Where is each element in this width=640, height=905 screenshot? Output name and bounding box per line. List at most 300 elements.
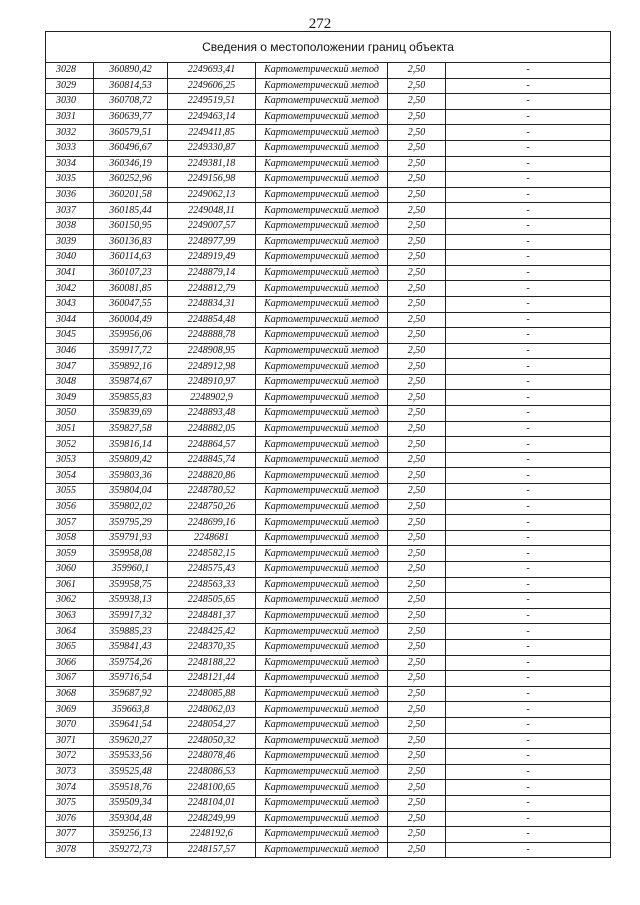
accuracy-cell: 2,50 [388, 546, 446, 562]
point-number-cell: 3032 [46, 125, 94, 141]
coord-y-cell: 2248812,79 [168, 281, 256, 297]
description-cell: - [446, 562, 611, 578]
coord-x-cell: 359304,48 [94, 811, 168, 827]
point-number-cell: 3070 [46, 717, 94, 733]
coord-x-cell: 359525,48 [94, 764, 168, 780]
point-number-cell: 3031 [46, 109, 94, 125]
point-number-cell: 3066 [46, 655, 94, 671]
method-cell: Картометрический метод [256, 811, 388, 827]
point-number-cell: 3046 [46, 343, 94, 359]
table-row [46, 94, 611, 110]
method-cell: Картометрический метод [256, 484, 388, 500]
description-cell: - [446, 172, 611, 188]
coord-y-cell: 2249048,11 [168, 203, 256, 219]
coord-y-cell: 2248681 [168, 530, 256, 546]
point-number-cell: 3042 [46, 281, 94, 297]
accuracy-cell: 2,50 [388, 593, 446, 609]
accuracy-cell: 2,50 [388, 187, 446, 203]
method-cell: Картометрический метод [256, 109, 388, 125]
table-row [46, 499, 611, 515]
table-row [46, 250, 611, 266]
method-cell: Картометрический метод [256, 281, 388, 297]
coord-y-cell: 2248575,43 [168, 562, 256, 578]
point-number-cell: 3047 [46, 359, 94, 375]
accuracy-cell: 2,50 [388, 795, 446, 811]
method-cell: Картометрический метод [256, 733, 388, 749]
method-cell: Картометрический метод [256, 577, 388, 593]
method-cell: Картометрический метод [256, 686, 388, 702]
accuracy-cell: 2,50 [388, 63, 446, 79]
accuracy-cell: 2,50 [388, 94, 446, 110]
method-cell: Картометрический метод [256, 515, 388, 531]
method-cell: Картометрический метод [256, 655, 388, 671]
coord-x-cell: 359917,32 [94, 608, 168, 624]
coord-x-cell: 359956,06 [94, 328, 168, 344]
description-cell: - [446, 234, 611, 250]
coord-y-cell: 2248902,9 [168, 390, 256, 406]
method-cell: Картометрический метод [256, 437, 388, 453]
coord-x-cell: 360114,63 [94, 250, 168, 266]
coord-y-cell: 2248912,98 [168, 359, 256, 375]
table-row [46, 842, 611, 858]
description-cell: - [446, 764, 611, 780]
accuracy-cell: 2,50 [388, 733, 446, 749]
coord-y-cell: 2248563,33 [168, 577, 256, 593]
point-number-cell: 3063 [46, 608, 94, 624]
point-number-cell: 3044 [46, 312, 94, 328]
point-number-cell: 3052 [46, 437, 94, 453]
point-number-cell: 3033 [46, 140, 94, 156]
accuracy-cell: 2,50 [388, 702, 446, 718]
accuracy-cell: 2,50 [388, 250, 446, 266]
table-row [46, 717, 611, 733]
accuracy-cell: 2,50 [388, 608, 446, 624]
point-number-cell: 3073 [46, 764, 94, 780]
coord-y-cell: 2248086,53 [168, 764, 256, 780]
point-number-cell: 3028 [46, 63, 94, 79]
table-row [46, 655, 611, 671]
method-cell: Картометрический метод [256, 702, 388, 718]
coord-y-cell: 2248893,48 [168, 406, 256, 422]
table-row [46, 406, 611, 422]
accuracy-cell: 2,50 [388, 780, 446, 796]
point-number-cell: 3043 [46, 296, 94, 312]
table-row [46, 374, 611, 390]
coord-x-cell: 360346,19 [94, 156, 168, 172]
accuracy-cell: 2,50 [388, 437, 446, 453]
method-cell: Картометрический метод [256, 63, 388, 79]
coord-y-cell: 2248054,27 [168, 717, 256, 733]
coord-y-cell: 2248050,32 [168, 733, 256, 749]
coord-x-cell: 359841,43 [94, 639, 168, 655]
table-row [46, 515, 611, 531]
coord-x-cell: 359272,73 [94, 842, 168, 858]
description-cell: - [446, 593, 611, 609]
point-number-cell: 3056 [46, 499, 94, 515]
description-cell: - [446, 359, 611, 375]
coord-x-cell: 359892,16 [94, 359, 168, 375]
coord-x-cell: 359827,58 [94, 421, 168, 437]
description-cell: - [446, 655, 611, 671]
table-row [46, 218, 611, 234]
method-cell: Картометрический метод [256, 374, 388, 390]
coord-y-cell: 2248888,78 [168, 328, 256, 344]
table-row [46, 187, 611, 203]
accuracy-cell: 2,50 [388, 406, 446, 422]
table-row [46, 109, 611, 125]
accuracy-cell: 2,50 [388, 203, 446, 219]
description-cell: - [446, 702, 611, 718]
coord-x-cell: 359518,76 [94, 780, 168, 796]
coord-x-cell: 360185,44 [94, 203, 168, 219]
table-row [46, 827, 611, 843]
boundary-coordinates-table [45, 31, 611, 858]
method-cell: Картометрический метод [256, 203, 388, 219]
point-number-cell: 3059 [46, 546, 94, 562]
coord-x-cell: 360136,83 [94, 234, 168, 250]
coord-x-cell: 359620,27 [94, 733, 168, 749]
page-number: 272 [308, 16, 332, 32]
coord-y-cell: 2249007,57 [168, 218, 256, 234]
accuracy-cell: 2,50 [388, 390, 446, 406]
method-cell: Картометрический метод [256, 312, 388, 328]
coord-y-cell: 2248864,57 [168, 437, 256, 453]
accuracy-cell: 2,50 [388, 78, 446, 94]
coord-x-cell: 360496,67 [94, 140, 168, 156]
coord-x-cell: 359885,23 [94, 624, 168, 640]
description-cell: - [446, 452, 611, 468]
accuracy-cell: 2,50 [388, 811, 446, 827]
accuracy-cell: 2,50 [388, 374, 446, 390]
coord-y-cell: 2248481,37 [168, 608, 256, 624]
accuracy-cell: 2,50 [388, 530, 446, 546]
description-cell: - [446, 125, 611, 141]
table-title: Сведения о местоположении границ объекта [46, 32, 611, 63]
table-row [46, 577, 611, 593]
coord-y-cell: 2248192,6 [168, 827, 256, 843]
coord-y-cell: 2248188,22 [168, 655, 256, 671]
accuracy-cell: 2,50 [388, 296, 446, 312]
point-number-cell: 3051 [46, 421, 94, 437]
description-cell: - [446, 624, 611, 640]
table-row [46, 343, 611, 359]
method-cell: Картометрический метод [256, 717, 388, 733]
coord-x-cell: 359509,34 [94, 795, 168, 811]
method-cell: Картометрический метод [256, 639, 388, 655]
point-number-cell: 3062 [46, 593, 94, 609]
description-cell: - [446, 811, 611, 827]
coord-x-cell: 359533,56 [94, 749, 168, 765]
description-cell: - [446, 328, 611, 344]
accuracy-cell: 2,50 [388, 764, 446, 780]
coord-y-cell: 2248505,65 [168, 593, 256, 609]
table-row [46, 421, 611, 437]
method-cell: Картометрический метод [256, 343, 388, 359]
table-row [46, 140, 611, 156]
coord-y-cell: 2248100,65 [168, 780, 256, 796]
coord-x-cell: 360047,55 [94, 296, 168, 312]
table-row [46, 172, 611, 188]
method-cell: Картометрический метод [256, 468, 388, 484]
method-cell: Картометрический метод [256, 187, 388, 203]
point-number-cell: 3061 [46, 577, 94, 593]
method-cell: Картометрический метод [256, 593, 388, 609]
coord-y-cell: 2249411,85 [168, 125, 256, 141]
description-cell: - [446, 827, 611, 843]
accuracy-cell: 2,50 [388, 281, 446, 297]
accuracy-cell: 2,50 [388, 562, 446, 578]
point-number-cell: 3058 [46, 530, 94, 546]
coord-y-cell: 2248121,44 [168, 671, 256, 687]
table-row [46, 234, 611, 250]
description-cell: - [446, 78, 611, 94]
point-number-cell: 3035 [46, 172, 94, 188]
method-cell: Картометрический метод [256, 234, 388, 250]
coord-x-cell: 359958,08 [94, 546, 168, 562]
description-cell: - [446, 717, 611, 733]
table-row [46, 484, 611, 500]
table-row [46, 530, 611, 546]
table-row [46, 546, 611, 562]
method-cell: Картометрический метод [256, 359, 388, 375]
point-number-cell: 3041 [46, 265, 94, 281]
method-cell: Картометрический метод [256, 562, 388, 578]
coord-x-cell: 359839,69 [94, 406, 168, 422]
accuracy-cell: 2,50 [388, 577, 446, 593]
point-number-cell: 3048 [46, 374, 94, 390]
coord-x-cell: 359716,54 [94, 671, 168, 687]
description-cell: - [446, 842, 611, 858]
description-cell: - [446, 156, 611, 172]
coord-x-cell: 359663,8 [94, 702, 168, 718]
table-row [46, 468, 611, 484]
coord-y-cell: 2249330,87 [168, 140, 256, 156]
description-cell: - [446, 546, 611, 562]
accuracy-cell: 2,50 [388, 499, 446, 515]
description-cell: - [446, 63, 611, 79]
accuracy-cell: 2,50 [388, 265, 446, 281]
table-row [46, 78, 611, 94]
accuracy-cell: 2,50 [388, 624, 446, 640]
coord-y-cell: 2248780,52 [168, 484, 256, 500]
table-row [46, 63, 611, 79]
method-cell: Картометрический метод [256, 764, 388, 780]
description-cell: - [446, 109, 611, 125]
description-cell: - [446, 218, 611, 234]
table-row [46, 125, 611, 141]
description-cell: - [446, 421, 611, 437]
accuracy-cell: 2,50 [388, 842, 446, 858]
coord-x-cell: 359855,83 [94, 390, 168, 406]
point-number-cell: 3064 [46, 624, 94, 640]
table-row [46, 390, 611, 406]
coord-x-cell: 359804,04 [94, 484, 168, 500]
coord-x-cell: 359256,13 [94, 827, 168, 843]
coord-y-cell: 2249606,25 [168, 78, 256, 94]
table-row [46, 562, 611, 578]
coord-x-cell: 359802,02 [94, 499, 168, 515]
coord-y-cell: 2248908,95 [168, 343, 256, 359]
accuracy-cell: 2,50 [388, 125, 446, 141]
coord-y-cell: 2248062,03 [168, 702, 256, 718]
accuracy-cell: 2,50 [388, 343, 446, 359]
method-cell: Картометрический метод [256, 140, 388, 156]
table-row [46, 452, 611, 468]
description-cell: - [446, 406, 611, 422]
coord-y-cell: 2249156,98 [168, 172, 256, 188]
method-cell: Картометрический метод [256, 499, 388, 515]
point-number-cell: 3055 [46, 484, 94, 500]
table-row [46, 749, 611, 765]
coord-x-cell: 360150,95 [94, 218, 168, 234]
method-cell: Картометрический метод [256, 390, 388, 406]
coord-x-cell: 359795,29 [94, 515, 168, 531]
table-row [46, 281, 611, 297]
point-number-cell: 3071 [46, 733, 94, 749]
coord-x-cell: 360639,77 [94, 109, 168, 125]
method-cell: Картометрический метод [256, 78, 388, 94]
description-cell: - [446, 515, 611, 531]
description-cell: - [446, 749, 611, 765]
description-cell: - [446, 484, 611, 500]
description-cell: - [446, 671, 611, 687]
coord-y-cell: 2248820,86 [168, 468, 256, 484]
coord-y-cell: 2248699,16 [168, 515, 256, 531]
point-number-cell: 3068 [46, 686, 94, 702]
coord-y-cell: 2248834,31 [168, 296, 256, 312]
table-row [46, 328, 611, 344]
accuracy-cell: 2,50 [388, 140, 446, 156]
accuracy-cell: 2,50 [388, 827, 446, 843]
description-cell: - [446, 265, 611, 281]
coord-x-cell: 359816,14 [94, 437, 168, 453]
point-number-cell: 3078 [46, 842, 94, 858]
table-row [46, 437, 611, 453]
accuracy-cell: 2,50 [388, 686, 446, 702]
description-cell: - [446, 343, 611, 359]
table-row [46, 296, 611, 312]
point-number-cell: 3074 [46, 780, 94, 796]
description-cell: - [446, 437, 611, 453]
description-cell: - [446, 608, 611, 624]
coord-x-cell: 359791,93 [94, 530, 168, 546]
coord-y-cell: 2248977,99 [168, 234, 256, 250]
coord-x-cell: 360890,42 [94, 63, 168, 79]
coord-x-cell: 359917,72 [94, 343, 168, 359]
description-cell: - [446, 468, 611, 484]
point-number-cell: 3045 [46, 328, 94, 344]
coord-x-cell: 359938,13 [94, 593, 168, 609]
point-number-cell: 3069 [46, 702, 94, 718]
method-cell: Картометрический метод [256, 749, 388, 765]
accuracy-cell: 2,50 [388, 359, 446, 375]
coord-y-cell: 2248104,01 [168, 795, 256, 811]
method-cell: Картометрический метод [256, 296, 388, 312]
coord-y-cell: 2248879,14 [168, 265, 256, 281]
coord-x-cell: 360081,85 [94, 281, 168, 297]
coord-x-cell: 360004,49 [94, 312, 168, 328]
method-cell: Картометрический метод [256, 406, 388, 422]
description-cell: - [446, 639, 611, 655]
method-cell: Картометрический метод [256, 250, 388, 266]
coord-y-cell: 2249062,13 [168, 187, 256, 203]
coord-x-cell: 359687,92 [94, 686, 168, 702]
point-number-cell: 3067 [46, 671, 94, 687]
table-row [46, 639, 611, 655]
coord-x-cell: 359803,36 [94, 468, 168, 484]
point-number-cell: 3075 [46, 795, 94, 811]
table-row [46, 764, 611, 780]
point-number-cell: 3036 [46, 187, 94, 203]
coord-x-cell: 360579,51 [94, 125, 168, 141]
method-cell: Картометрический метод [256, 827, 388, 843]
point-number-cell: 3060 [46, 562, 94, 578]
method-cell: Картометрический метод [256, 671, 388, 687]
description-cell: - [446, 780, 611, 796]
coord-y-cell: 2248370,35 [168, 639, 256, 655]
coord-y-cell: 2249381,18 [168, 156, 256, 172]
method-cell: Картометрический метод [256, 608, 388, 624]
accuracy-cell: 2,50 [388, 639, 446, 655]
point-number-cell: 3037 [46, 203, 94, 219]
method-cell: Картометрический метод [256, 125, 388, 141]
accuracy-cell: 2,50 [388, 328, 446, 344]
point-number-cell: 3053 [46, 452, 94, 468]
accuracy-cell: 2,50 [388, 671, 446, 687]
accuracy-cell: 2,50 [388, 109, 446, 125]
coord-y-cell: 2249519,51 [168, 94, 256, 110]
point-number-cell: 3030 [46, 94, 94, 110]
description-cell: - [446, 94, 611, 110]
description-cell: - [446, 390, 611, 406]
description-cell: - [446, 312, 611, 328]
table-row [46, 733, 611, 749]
method-cell: Картометрический метод [256, 780, 388, 796]
point-number-cell: 3065 [46, 639, 94, 655]
method-cell: Картометрический метод [256, 421, 388, 437]
coord-y-cell: 2248854,48 [168, 312, 256, 328]
coord-x-cell: 359960,1 [94, 562, 168, 578]
coord-x-cell: 360708,72 [94, 94, 168, 110]
table-row [46, 795, 611, 811]
accuracy-cell: 2,50 [388, 484, 446, 500]
method-cell: Картометрический метод [256, 172, 388, 188]
accuracy-cell: 2,50 [388, 421, 446, 437]
point-number-cell: 3054 [46, 468, 94, 484]
description-cell: - [446, 577, 611, 593]
method-cell: Картометрический метод [256, 156, 388, 172]
coord-y-cell: 2248582,15 [168, 546, 256, 562]
coord-y-cell: 2248085,88 [168, 686, 256, 702]
accuracy-cell: 2,50 [388, 717, 446, 733]
accuracy-cell: 2,50 [388, 172, 446, 188]
table-row [46, 671, 611, 687]
description-cell: - [446, 795, 611, 811]
accuracy-cell: 2,50 [388, 156, 446, 172]
point-number-cell: 3050 [46, 406, 94, 422]
method-cell: Картометрический метод [256, 546, 388, 562]
description-cell: - [446, 733, 611, 749]
table-row [46, 265, 611, 281]
coord-x-cell: 359641,54 [94, 717, 168, 733]
method-cell: Картометрический метод [256, 218, 388, 234]
method-cell: Картометрический метод [256, 795, 388, 811]
accuracy-cell: 2,50 [388, 468, 446, 484]
description-cell: - [446, 374, 611, 390]
table-row [46, 593, 611, 609]
method-cell: Картометрический метод [256, 328, 388, 344]
point-number-cell: 3029 [46, 78, 94, 94]
